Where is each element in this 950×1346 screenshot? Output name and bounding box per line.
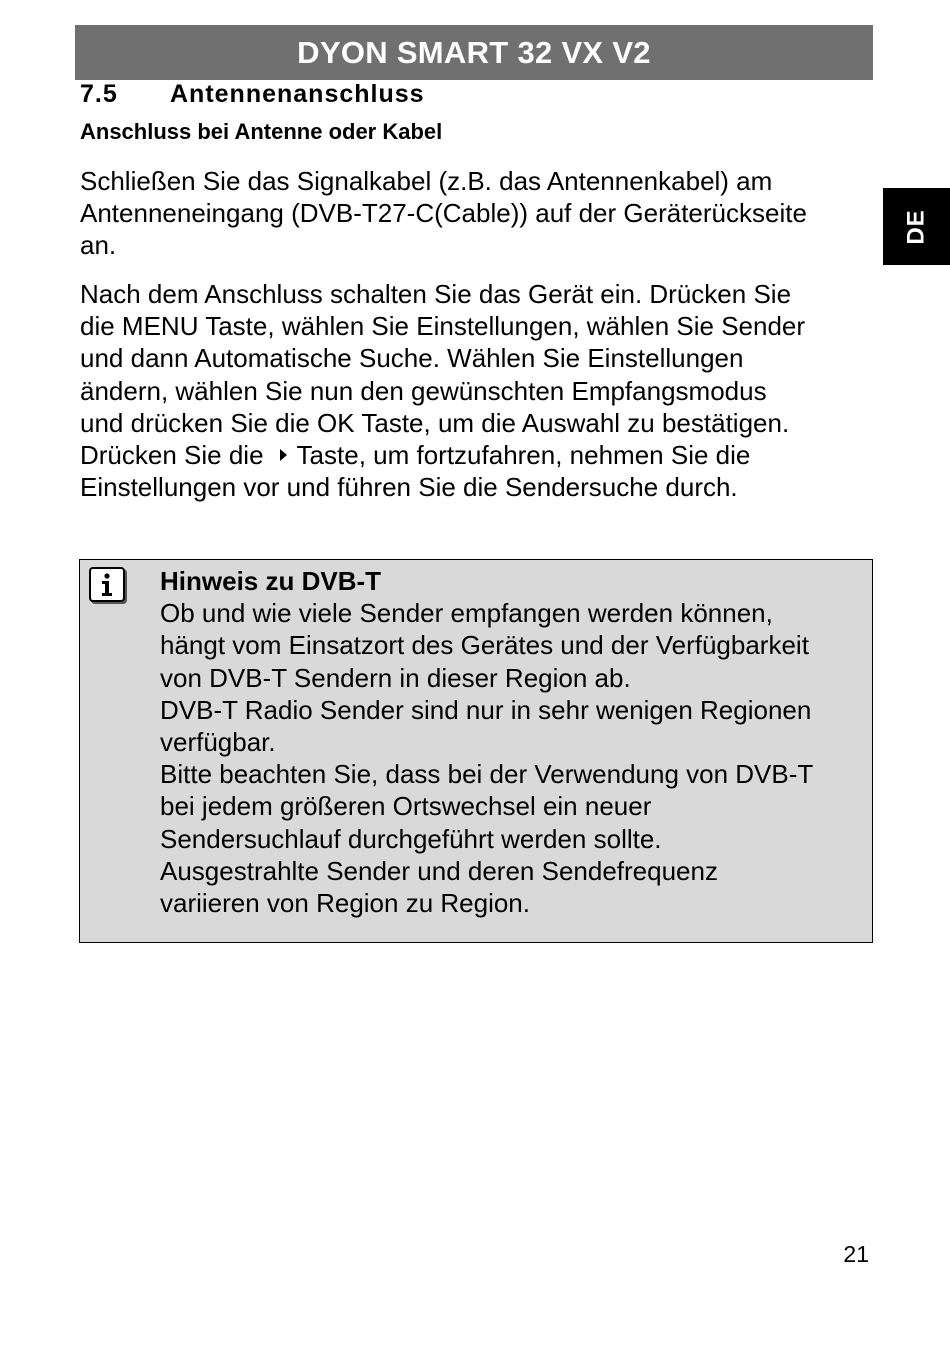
note-line: DVB-T Radio Sender sind nur in sehr wenigen Regionen bbox=[160, 694, 812, 725]
note-line: Sendersuchlauf durchgeführt werden sollte. bbox=[160, 823, 662, 854]
paragraph-line-with-arrow bbox=[80, 439, 805, 471]
page-number: 21 bbox=[843, 1241, 869, 1267]
right-triangle-icon bbox=[280, 449, 287, 461]
info-icon-glyph bbox=[91, 569, 123, 600]
section-title: Antennenanschluss bbox=[170, 80, 425, 108]
paragraph-setup bbox=[80, 278, 805, 503]
note-line: verfügbar. bbox=[160, 727, 276, 758]
paragraph-line: ändern, wählen Sie nun den gewünschten Empfangsmodus bbox=[80, 375, 767, 406]
subheading: Anschluss bei Antenne oder Kabel bbox=[80, 119, 443, 144]
note-line: Bitte beachten Sie, dass bei der Verwendung von DVB-T bbox=[160, 759, 814, 790]
language-tab-label: DE bbox=[902, 208, 930, 245]
note-line: Ob und wie viele Sender empfangen werden können, bbox=[160, 598, 773, 629]
info-icon bbox=[89, 567, 125, 602]
note-line: hängt vom Einsatzort des Gerätes und der Verfügbarkeit bbox=[160, 630, 809, 661]
section-number: 7.5 bbox=[80, 80, 118, 108]
header-title-bar bbox=[75, 25, 873, 80]
note-line: von DVB-T Sendern in dieser Region ab. bbox=[160, 662, 631, 693]
note-line: bei jedem größeren Ortswechsel ein neuer bbox=[160, 791, 652, 822]
note-box bbox=[79, 559, 873, 943]
page-title: DYON SMART 32 VX V2 bbox=[297, 34, 651, 70]
arrow-line-before: Drücken Sie die bbox=[80, 440, 264, 471]
note-line: Ausgestrahlte Sender und deren Sendefrequenz bbox=[160, 855, 718, 886]
paragraph-line: und dann Automatische Suche. Wählen Sie Einstellungen bbox=[80, 343, 744, 374]
paragraph-line: die MENU Taste, wählen Sie Einstellungen, wählen Sie Sender bbox=[80, 311, 806, 342]
paragraph-connection bbox=[80, 165, 807, 262]
paragraph-line: Einstellungen vor und führen Sie die Sendersuche durch. bbox=[80, 472, 738, 503]
arrow-line-after: Taste, um fortzufahren, nehmen Sie die bbox=[296, 440, 751, 471]
paragraph-line: Nach dem Anschluss schalten Sie das Gerät ein. Drücken Sie bbox=[80, 279, 792, 309]
paragraph-line: an. bbox=[80, 230, 117, 261]
note-text bbox=[160, 565, 813, 919]
paragraph-line: und drücken Sie die OK Taste, um die Auswahl zu bestätigen. bbox=[80, 407, 790, 438]
note-line: variieren von Region zu Region. bbox=[160, 888, 530, 919]
paragraph-line: Schließen Sie das Signalkabel (z.B. das Antennenkabel) am bbox=[80, 166, 773, 196]
paragraph-line: Antenneneingang (DVB-T27-C(Cable)) auf der Geräterückseite bbox=[80, 198, 807, 229]
language-tab bbox=[883, 188, 950, 265]
section-heading bbox=[80, 79, 425, 109]
note-title: Hinweis zu DVB-T bbox=[160, 566, 382, 596]
